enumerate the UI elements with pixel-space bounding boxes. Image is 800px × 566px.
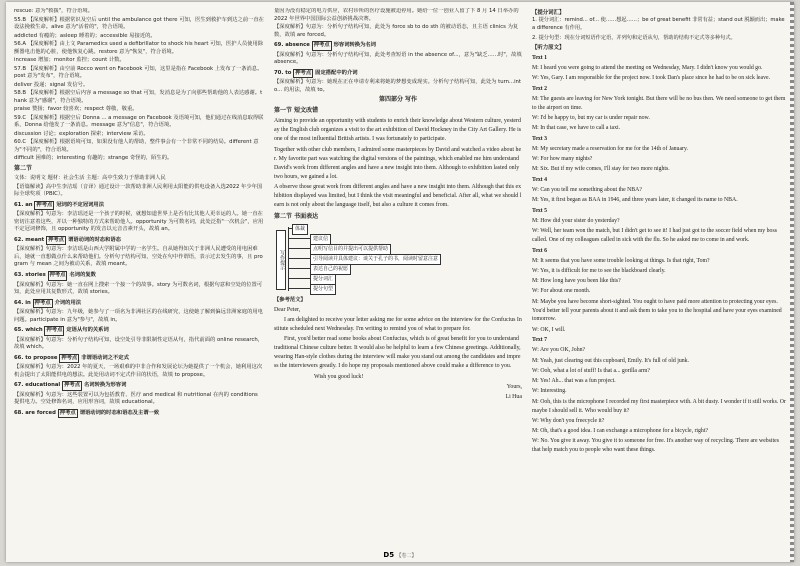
binding-edge: [790, 2, 794, 562]
answer-text: 【深度解析】句意为：她一直在网上搜索一个接一个的故事。story 为可数名词，根据句意和空处的位置可知，此处应用其复数形式，故填 stories。: [14, 281, 263, 296]
explanation-line: 59.C 【深度解析】根据空后 Donna ... a message on Facebook 及语境可知，他们通过在线消息取得联系，Donna 给他发了一条消息。message 意为"信息"，符合语境。: [14, 114, 264, 129]
answer-explanation: [274, 79, 522, 94]
answer-number: 63. stories: [14, 271, 48, 278]
answer-text: 【深度解析】句意为：分析句子结构可知，此处考查短语 in the absence of...，意为"缺乏……时"，故填 absence。: [274, 51, 522, 66]
answer-heading: [14, 299, 264, 309]
dialog-line: M: Yes, it first began as BAA in 1946, and three years later, it changed its name to NBA.: [532, 197, 738, 204]
answer-tag: 押考点: [48, 271, 68, 281]
explanation-line: 1. 提分词汇：remind... of... 使……想起……；be of great benefit 非常有益；stand out 脱颖而出；make a difference 有作用。: [532, 17, 785, 32]
explanation-line: difficult 困难的；interesting 有趣的；strange 奇怪的，陌生的。: [14, 155, 173, 162]
dialog-line: M: How did your sister do yesterday?: [532, 217, 620, 224]
outline-item: 引导阅读并具体建议：谈关于孔子的书，阅读时留意注意: [310, 254, 441, 265]
answer-heading: [274, 41, 522, 51]
dialog-line: W: Ooh, what a lot of stuff! Is that a... gorilla arm?: [532, 367, 650, 374]
answer-text: 【深度解析】句意为：李洁瑶是山西大学附属中学的一名学生。自从她得知关于非洲人民遭受的用电困难后，她就一直想做点什么来帮助他们。分析句子结构可知，空处在句中作谓语，表示过去发生的事，且 program 与 mean 之间为被动关系，故填 meant。: [14, 246, 263, 268]
dialog-title: Text 3: [532, 136, 548, 142]
explanation-line: 57.B 【深度解析】由空前 Rocco went on Facebook 可知，这里是指在 Facebook 上发布了一条消息。post 意为"发布"，符合语境。: [14, 65, 263, 80]
dialog-line: W: Why don't you freecycle it?: [532, 417, 605, 424]
answer-text: 【深度解析】句意为：李洁瑶还是一个孩子的时候，就想知道世界上是否有比其他人更幸运的人。她一直在密切注意着这些，并以一种独特的方式来帮助他人。opportunity 为可数名词，此处泛指"一次机会"，应用不定冠词修饰，且 opportunity 的发音以元音音素开头，故填 an。: [14, 211, 264, 233]
dialog-line: W: No. You give it away. You give it to someone for free. It's another way of recycling. There are websites that help match you to people who want these things.: [532, 438, 779, 454]
left-column: [14, 8, 264, 550]
dialog-line: W: For about one month.: [532, 288, 591, 295]
outline-item: 建议信: [310, 234, 331, 245]
answer-explanation: [14, 337, 264, 352]
answer-number: 65. which: [14, 327, 45, 334]
explanation-line: 【深度解析】句意为：分析句子结构可知，此处为 force sb to do sth 的被动语态，且主语 clinics 为复数，故填 are forced。: [274, 24, 519, 38]
letter-line: Dear Peter,: [274, 306, 301, 313]
answer-number: 61. an: [14, 201, 35, 208]
outline-item: 点明写信目的并提出可以提供帮助: [310, 244, 391, 255]
outline-connector: [288, 288, 310, 289]
section-title: 第二节: [14, 164, 33, 172]
answer-number: 67. educational: [14, 382, 63, 389]
answer-text: 【深度解析】句意为：她现在正在申请专利来将她的梦想变成现实。分析句子结构可知，此处为 turn...into... 的用法，故填 to。: [274, 79, 521, 93]
dialog-line: M: Yeah, just clearing out this cupboard, Emily. It's full of old junk.: [532, 357, 690, 364]
answer-tag: 押考点: [34, 201, 54, 211]
explanation-line: rescue: 意为"救援"，符合语境。: [14, 8, 93, 14]
letter-line: Wish you good luck!: [314, 373, 364, 380]
letter-line: First, you'd better read some books about Confucius, which is of great benefit for you to understand traditional Chinese culture better. It would also be helpful to learn a few Chinese greetings. Additionally, wearing Han-style clothes during the interview will make you stand out among the candidates and impress the interviewers greatly. I do hope my proposals mentioned above could make a difference to you.: [274, 336, 521, 370]
answer-text: 名词转换为形容词: [84, 382, 127, 389]
explanation-line: deliver 投递；signal 发信号。: [14, 81, 89, 88]
dialog-line: W: For how many nights?: [532, 156, 593, 163]
answer-sheet-page: [6, 2, 794, 562]
passage-summary: 【语篇解读】高中生李洁瑶（音译）通过设计一款帮助非洲人民利用太阳能的供电设备入选2022 年少年国际全球奖项（PBIC）。: [14, 183, 263, 198]
dialog-line: W: Are you OK, John?: [532, 347, 586, 354]
explanation-line: 55.B 【深度解析】根据常识及空后 until the ambulance got there 可知，医生到救护车到达之前一直在设法挽救生命。alive 意为"活着的"，符合语境。: [14, 16, 264, 31]
answer-number: 64. in: [14, 299, 33, 306]
explanation-line: praise 赞扬；favor 较喜欢；respect 尊敬，敬重。: [14, 106, 138, 113]
dialog-line: W: Well, her team won the match, but I didn't get to see it! I had just got to the soccer field when my boss called. One of my colleagues called in sick with the flu. So he asked me to come in and work.: [532, 228, 777, 243]
answer-heading: [14, 326, 264, 336]
dialog-line: W: Yes, Gary. I am responsible for the project now. I took Dan's place since he had to be on sick leave.: [532, 75, 771, 82]
essay-paragraph: Aiming to provide an opportunity with students to enrich their knowledge about Western culture, yesterday the English club organizes a visit to the art exhibition of David Hockney in the City Art Gallery. He is one of the most influential British artists. I was fortunately to participate.: [274, 118, 522, 143]
page-footer-sub: 【卷二】: [396, 553, 417, 559]
dialog-line: M: My secretary made a reservation for me for the 14th of January.: [532, 145, 688, 152]
dialog-title: Text 6: [532, 247, 548, 254]
dialog-line: M: Ooh, this is the microphone I recorded my first masterpiece with. A bit dusty. I wonder if it still works. Or maybe I should sell it. Who would buy it?: [532, 398, 786, 414]
answer-tag: 押考点: [33, 299, 53, 309]
answer-number: 62. meant: [14, 236, 47, 243]
answer-tag: 押考点: [312, 41, 332, 51]
answer-heading: [274, 69, 522, 79]
answer-text: 固定搭配中的介词: [315, 69, 358, 76]
passage-topic: 文体：说明文 题材：社会生活 主题：高中生致力于帮助非洲人民: [14, 175, 166, 182]
letter-line: I am delighted to receive your letter asking me for some advice on the interview for the Confucius Institute scheduled next Wednesday. I'm writing to remind you of what to prepare for.: [274, 316, 522, 332]
answer-text: 形容词转换为名词: [333, 42, 376, 49]
explanation-line: 60.C 【深度解析】根据语境可知，如果没有他人的帮助，整件事会有一个非常不同的结局。different 意为"不同的"，符合语境。: [14, 139, 259, 153]
answer-heading: [14, 201, 264, 211]
dialog-line: M: I heard you were going to attend the meeting on Wednesday, Mary. I didn't know you would go.: [532, 64, 763, 71]
section-title: 【提分词汇】: [532, 10, 565, 16]
answer-text: 【深度解析】句意为：这些装置可以为包括教育、医疗 and medical 和 nutritional 在内的 conditions 提供电力。空处修饰名词，应用形容词，故填 educational。: [14, 391, 258, 406]
section-title: 第一节 短文改错: [274, 106, 319, 114]
sample-title: 【参考范文】: [274, 297, 306, 304]
outline-connector: [288, 238, 310, 239]
answer-explanation: [274, 52, 522, 67]
answer-text: 【深度解析】句意为：分析句子结构可知，设空处引导非限制性定语从句，指代前面的 online research，故填 which。: [14, 336, 264, 351]
outline-connector: [288, 248, 310, 249]
answer-text: 冠词的不定冠词用法: [56, 201, 105, 208]
section-title: 第二节 书面表达: [274, 212, 319, 220]
answer-number: 70. to: [274, 69, 294, 76]
answer-tag: 押考点: [58, 409, 78, 419]
answer-tag: 押考点: [293, 69, 313, 79]
dialog-line: W: I'd be happy to, but my car is under repair now.: [532, 114, 650, 121]
answer-tag: 押考点: [59, 354, 79, 364]
outline-item: 提分词汇: [310, 274, 336, 285]
outline-label: 写作提示: [276, 230, 286, 290]
dialog-line: W: Yes, it is difficult for me to see the blackboard clearly.: [532, 267, 666, 274]
explanation-line: 58.B 【深度解析】根据空后内容 a message so that 可知，发消息是为了向那些帮助他的人表达感谢。thank 意为"感谢"，符合语境。: [14, 90, 263, 104]
dialog-line: M: How long have you been like this?: [532, 278, 621, 285]
answer-tag: 押考点: [44, 326, 64, 336]
dialog-title: Text 4: [532, 177, 548, 184]
right-column: [532, 8, 788, 550]
answer-explanation: [14, 282, 264, 297]
dialog-title: Text 1: [532, 55, 548, 62]
answer-text: 谓语动词的时态和语态: [67, 236, 121, 243]
dialog-title: Text 2: [532, 86, 548, 93]
answer-explanation: [14, 246, 264, 269]
answer-text: 名词的复数: [69, 271, 96, 278]
answer-text: 【深度解析】句意为：2022 年的夏天，一场艰难的中非合作和发展论坛为她提供了一个机会，她利用这次机会提出了太阳能供电的想法。此处用动词不定式作目的状语，故填 to propose。: [14, 364, 263, 378]
middle-column: [274, 8, 522, 550]
writing-outline: [276, 224, 522, 294]
dialog-line: M: It seems that you have some trouble looking at things. Is that right, Tom?: [532, 257, 710, 264]
answer-number: 69. absence: [274, 42, 312, 49]
outline-connector: [288, 258, 310, 259]
answer-number: 66. to propose: [14, 354, 60, 361]
dialog-line: W: Interesting.: [532, 388, 567, 395]
answer-heading: [14, 271, 264, 281]
explanation-line: 56.A 【深度解析】由上文 Paramedics used a defibrillator to shock his heart 可知，医护人员使用除颤器电击他的心脏，使他恢复心跳。restore 意为"恢复"，符合语境。: [14, 41, 264, 55]
dialog-title: Text 5: [532, 208, 548, 215]
answer-explanation: [14, 392, 264, 407]
dialog-title: Text 7: [532, 337, 548, 344]
essay-paragraph: Together with other club members, I admired some masterpieces by David and watched a video about her. My favorite part was watching the digital versions of the paintings, which enabled me him understand David's work from different angles and have a new insight into them. Although to exhibition lasted only two hours, we gained a lot.: [274, 146, 522, 181]
outline-connector: [288, 228, 292, 229]
answer-number: 68. are forced: [14, 409, 58, 416]
letter-line: Li Hua: [505, 393, 522, 400]
outline-connector: [288, 278, 310, 279]
page-footer: [6, 551, 794, 559]
answer-heading: [14, 354, 264, 364]
answer-heading: [14, 409, 264, 419]
outline-item: 提分句型: [310, 284, 336, 295]
answer-text: 【深度解析】句意为：九年级，她参与了一项名为非洲社区的在线研究，这使她了解到偏远非洲家庭的用电问题。participate in 意为"参与"，故填 in。: [14, 309, 263, 323]
dialog-line: M: Oh, that's a good idea. I can exchange a microphone for a bicycle, right?: [532, 428, 709, 435]
dialog-line: M: The guests are leaving for New York tonight. But there will be no bus then. We need someone to get them to the airport on time.: [532, 95, 786, 111]
dialog-line: M: Yes! Ah... that was a fun project.: [532, 378, 616, 385]
answer-text: 谓语动词的时态和语态及主谓一致: [79, 409, 160, 416]
essay-paragraph: A observe those great work from different angles and have a new insight into them. Although that this exhibition displayed was limited, but I think the visit meaningful and beneficial. After all, what we should learn is not only about the language itself, but also a culture it comes from.: [274, 184, 522, 209]
answer-explanation: [14, 364, 264, 379]
outline-connector: [288, 268, 310, 269]
explanation-line: discussion 讨论；exploration 探索；interview 采访。: [14, 130, 149, 137]
outline-item: 表达自己的祝愿: [310, 264, 351, 275]
page-number: D5: [383, 551, 395, 559]
outline-item: 体裁: [292, 224, 308, 235]
answer-heading: [14, 381, 264, 391]
outline-connector: [288, 227, 289, 291]
answer-explanation: [14, 309, 264, 324]
part-title: 第四部分 写作: [378, 96, 418, 104]
explanation-line: 2. 提分句型：现在分词短语作定语，并列句和定语从句，帮助的结构不定式等多种句式。: [532, 34, 736, 41]
explanation-line: 量因为没有稳定的电力供应，农村诊所的医疗设施被迫停用。她给一位一创业人留了下 8 月 14 日举办的 2022 年世界中国国际公益创新挑战决赛。: [274, 8, 519, 22]
answer-explanation: [14, 211, 264, 234]
answer-text: 介词的用法: [54, 299, 82, 306]
dialog-line: W: OK, I will.: [532, 326, 566, 333]
answer-tag: 押考点: [46, 236, 66, 246]
explanation-line: increase 增加；monitor 监控；count 计数。: [14, 57, 125, 64]
explanation-line: addicted 有瘾的；asleep 睡着的；accessible 易接近的。: [14, 32, 156, 39]
dialog-line: M: In that case, we have to call a taxi.: [532, 125, 621, 132]
dialog-line: M: Maybe you have become short-sighted. You ought to have paid more attention to protecting your eyes. You'd better tell your parents about it and ask them to take you to the hospital and have your eyes examined tomorrow.: [532, 298, 782, 323]
answer-heading: [14, 236, 264, 246]
answer-text: 定语从句的关系词: [66, 327, 109, 334]
letter-line: Yours,: [506, 383, 522, 390]
answer-text: 非谓语动词之不定式: [81, 354, 129, 361]
dialog-line: M: Six. But if my wife comes, I'll stay for two more nights.: [532, 166, 670, 173]
answer-tag: 押考点: [62, 381, 82, 391]
dialog-line: W: Can you tell me something about the NBA?: [532, 186, 642, 193]
section-title: 【听力原文】: [532, 44, 565, 51]
